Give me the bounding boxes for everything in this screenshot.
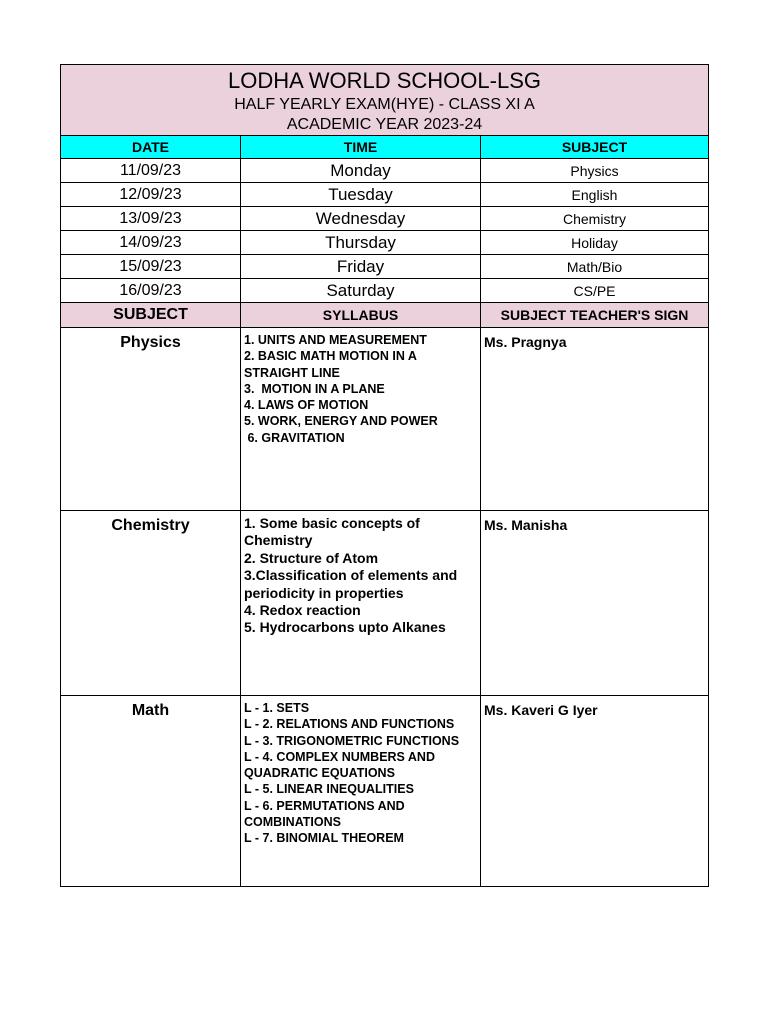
exam-day: Tuesday	[241, 183, 481, 207]
teacher-name: Ms. Manisha	[481, 511, 709, 696]
list-item: 5. Hydrocarbons upto Alkanes	[244, 619, 446, 636]
title-row	[61, 65, 709, 136]
exam-title: HALF YEARLY EXAM(HYE) - CLASS XI A	[234, 96, 535, 113]
table-row	[61, 183, 709, 207]
schedule-header-row	[61, 136, 709, 159]
table-row	[61, 207, 709, 231]
exam-date: 14/09/23	[61, 231, 241, 255]
list-item: L - 5. LINEAR INEQUALITIES	[244, 782, 414, 797]
subject-name: Chemistry	[61, 511, 241, 696]
syllabus-cell	[241, 511, 481, 696]
exam-subject: English	[481, 183, 709, 207]
syllabus-header-row	[61, 303, 709, 328]
list-item: 1. Some basic concepts of Chemistry	[244, 515, 420, 549]
list-item: 3.Classification of elements and periodicity in properties	[244, 567, 458, 601]
exam-timetable	[60, 64, 709, 887]
list-item: L - 3. TRIGONOMETRIC FUNCTIONS	[244, 733, 460, 748]
list-item: 4. LAWS OF MOTION	[244, 398, 369, 413]
exam-day: Monday	[241, 159, 481, 183]
exam-subject: Chemistry	[481, 207, 709, 231]
syllabus-row-chemistry	[61, 511, 709, 696]
syllabus-cell	[241, 328, 481, 511]
exam-day: Thursday	[241, 231, 481, 255]
teacher-name: Ms. Kaveri G Iyer	[481, 696, 709, 887]
table-row	[61, 279, 709, 303]
exam-subject: CS/PE	[481, 279, 709, 303]
list-item: 5. WORK, ENERGY AND POWER	[244, 414, 438, 429]
school-name: LODHA WORLD SCHOOL-LSG	[228, 68, 541, 93]
exam-subject: Math/Bio	[481, 255, 709, 279]
exam-subject: Holiday	[481, 231, 709, 255]
list-item: L - 6. PERMUTATIONS AND COMBINATIONS	[244, 798, 409, 830]
list-item: 6. GRAVITATION	[244, 430, 345, 445]
list-item: L - 7. BINOMIAL THEOREM	[244, 831, 404, 846]
exam-date: 11/09/23	[61, 159, 241, 183]
list-item: L - 4. COMPLEX NUMBERS AND QUADRATIC EQUATIONS	[244, 749, 439, 781]
exam-date: 12/09/23	[61, 183, 241, 207]
col-header-time: TIME	[241, 136, 481, 159]
list-item: L - 1. SETS	[244, 701, 310, 715]
col-header-teacher-sign: SUBJECT TEACHER'S SIGN	[481, 303, 709, 328]
subject-name: Physics	[61, 328, 241, 511]
exam-date: 15/09/23	[61, 255, 241, 279]
list-item: 2. Structure of Atom	[244, 549, 379, 566]
list-item: 2. BASIC MATH MOTION IN A STRAIGHT LINE	[244, 349, 420, 380]
syllabus-cell	[241, 696, 481, 887]
teacher-name: Ms. Pragnya	[481, 328, 709, 511]
col-header-date: DATE	[61, 136, 241, 159]
exam-day: Friday	[241, 255, 481, 279]
syllabus-row-math	[61, 696, 709, 887]
title-block	[61, 65, 709, 136]
list-item: 1. UNITS AND MEASUREMENT	[244, 333, 427, 347]
table-row	[61, 255, 709, 279]
exam-subject: Physics	[481, 159, 709, 183]
list-item: 3. MOTION IN A PLANE	[244, 381, 385, 396]
syllabus-list	[241, 328, 480, 446]
syllabus-list	[241, 511, 480, 637]
subject-name: Math	[61, 696, 241, 887]
col-header-syllabus: SYLLABUS	[241, 303, 481, 328]
exam-date: 13/09/23	[61, 207, 241, 231]
table-row	[61, 159, 709, 183]
table-row	[61, 231, 709, 255]
exam-day: Saturday	[241, 279, 481, 303]
syllabus-list	[241, 696, 480, 847]
col-header-subject: SUBJECT	[61, 303, 241, 328]
exam-day: Wednesday	[241, 207, 481, 231]
exam-date: 16/09/23	[61, 279, 241, 303]
list-item: 4. Redox reaction	[244, 602, 361, 619]
academic-year: ACADEMIC YEAR 2023-24	[286, 116, 483, 133]
list-item: L - 2. RELATIONS AND FUNCTIONS	[244, 717, 455, 732]
col-header-subject: SUBJECT	[481, 136, 709, 159]
syllabus-row-physics	[61, 328, 709, 511]
